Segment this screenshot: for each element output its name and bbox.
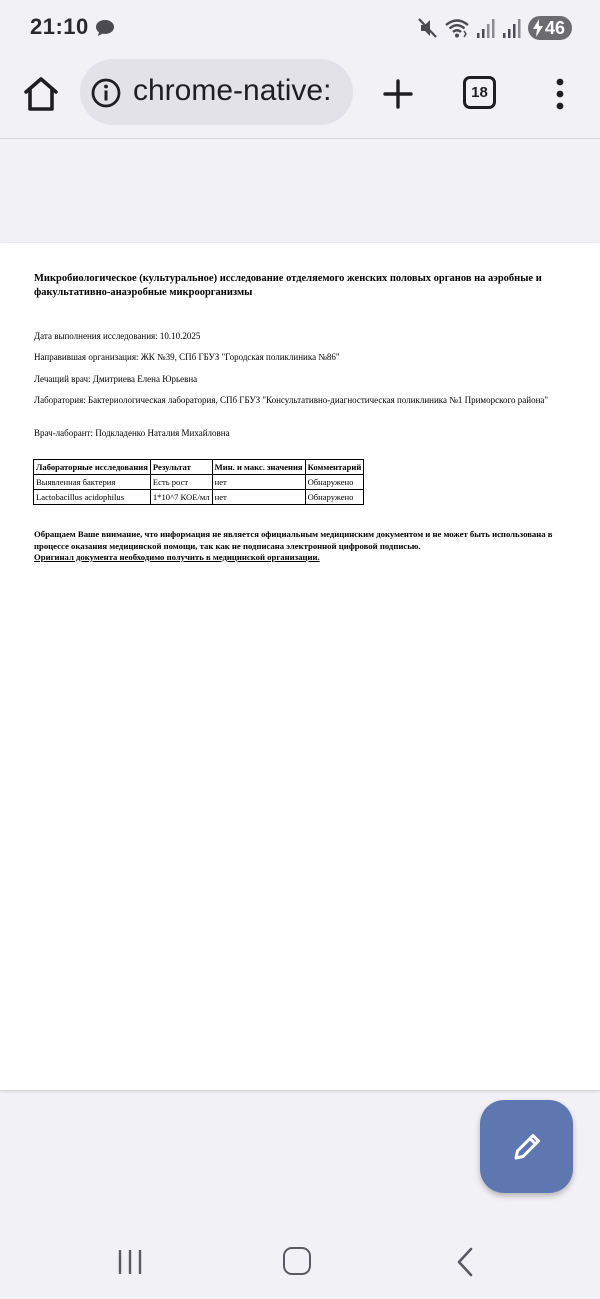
tabs-icon[interactable] <box>463 76 496 109</box>
laboratory: Лаборатория: Бактериологическая лаборатория, СПб ГБУЗ "Консультативно-диагностическая поликлиника №1 Приморского района" <box>34 395 549 405</box>
plus-icon[interactable] <box>378 74 418 114</box>
status-bar <box>0 0 600 56</box>
table-row <box>34 475 364 490</box>
home-nav-icon[interactable] <box>283 1247 311 1275</box>
table-header: Комментарий <box>305 460 364 475</box>
tab-count: 18 <box>471 84 488 101</box>
table-header: Мин. и макс. значения <box>212 460 305 475</box>
exam-date: Дата выполнения исследования: 10.10.2025 <box>34 331 201 341</box>
info-icon[interactable] <box>91 78 121 108</box>
table-row <box>34 490 364 505</box>
edit-pencil-icon <box>509 1129 545 1165</box>
disclaimer-notice <box>34 529 564 564</box>
disclaimer-original-note: Оригинал документа необходимо получить в медицинской организации. <box>34 552 320 562</box>
table-cell: Lactobacillus acidophilus <box>34 490 151 505</box>
status-icons <box>418 14 572 42</box>
document-page <box>0 243 600 1090</box>
mute-vibrate-icon <box>418 17 438 39</box>
back-icon[interactable] <box>454 1246 476 1278</box>
browser-toolbar <box>0 56 600 139</box>
table-cell: нет <box>212 490 305 505</box>
edit-fab-button[interactable] <box>480 1100 573 1193</box>
disclaimer-text: Обращаем Ваше внимание, что информация не является официальным медицинским документом и не может быть использована в процессе оказания медицинской помощи, так как не подписана электронной цифровой подписью. <box>34 529 553 551</box>
more-vert-icon[interactable] <box>548 74 572 114</box>
table-header-row <box>34 460 364 475</box>
bolt-icon <box>533 19 543 37</box>
document-title: Микробиологическое (культуральное) исследование отделяемого женских половых органов на аэробные и факультативно-анаэробные микроорганизмы <box>34 273 542 298</box>
table-header: Результат <box>150 460 212 475</box>
url-text[interactable]: chrome-native: <box>133 74 332 107</box>
referring-organization: Направившая организация: ЖК №39, СПб ГБУЗ "Городская поликлиника №86" <box>34 352 340 362</box>
home-icon[interactable] <box>20 73 62 115</box>
table-cell: Обнаружено <box>305 475 364 490</box>
battery-level: 46 <box>544 17 566 38</box>
status-time: 21:10 <box>30 14 89 39</box>
battery-charging-icon <box>528 16 572 40</box>
signal-icon <box>476 17 496 39</box>
omnibox[interactable] <box>80 59 353 125</box>
signal-icon <box>502 17 522 39</box>
attending-doctor: Лечащий врач: Дмитриева Елена Юрьевна <box>34 374 198 384</box>
recents-icon[interactable] <box>116 1248 144 1276</box>
table-cell: Обнаружено <box>305 490 364 505</box>
lab-doctor: Врач-лаборант: Подкладенко Наталия Михайловна <box>34 428 230 438</box>
chat-bubble-icon <box>95 19 115 37</box>
table-cell: Есть рост <box>150 475 212 490</box>
table-cell: 1*10^7 КОЕ/мл <box>150 490 212 505</box>
wifi-icon <box>444 17 470 39</box>
page-margin <box>0 139 600 243</box>
results-table <box>33 459 364 505</box>
table-cell: Выявленная бактерия <box>34 475 151 490</box>
table-header: Лабораторные исследования <box>34 460 151 475</box>
table-cell: нет <box>212 475 305 490</box>
